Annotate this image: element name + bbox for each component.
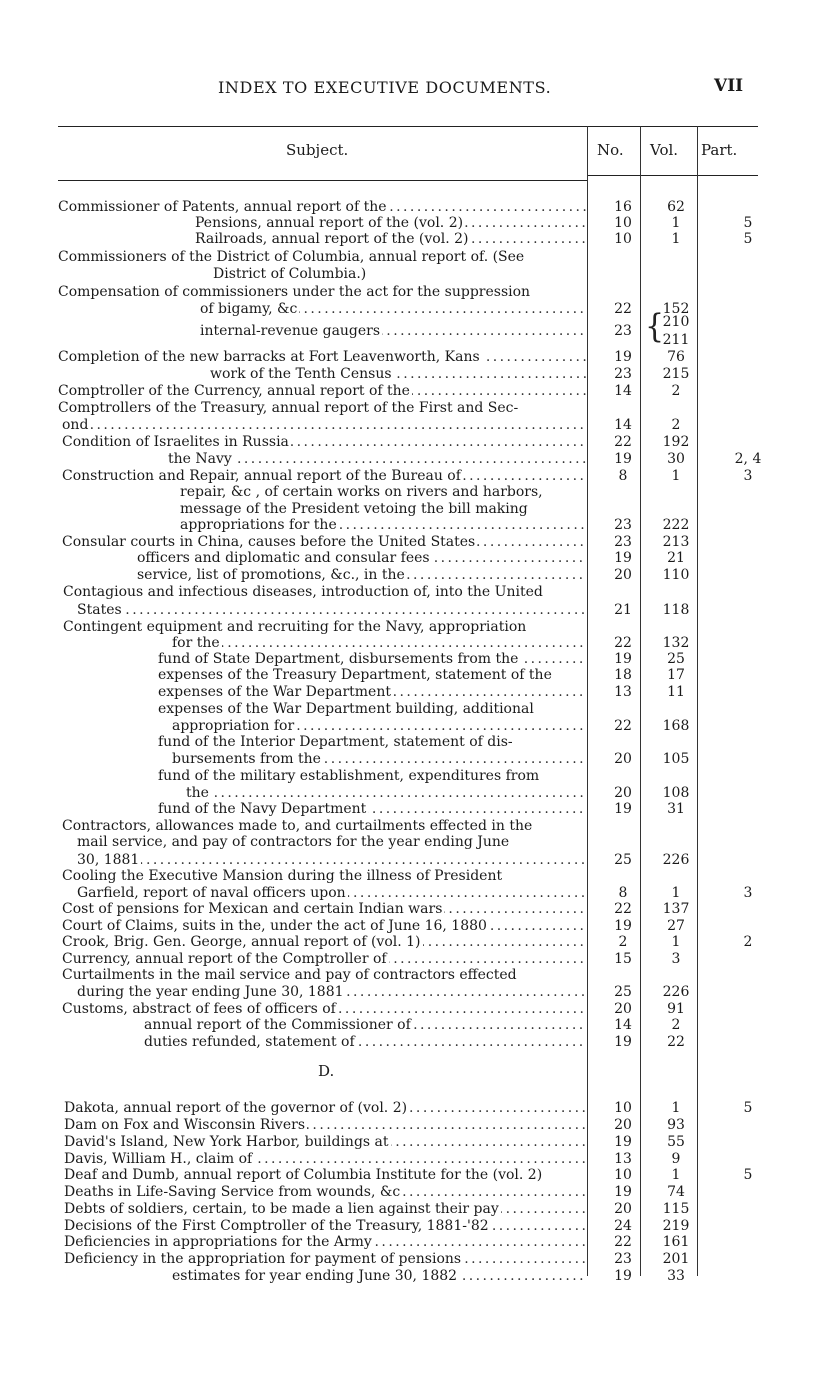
entry-subject: Deaths in Life-Saving Service from wounds, &c (64, 1184, 401, 1200)
entry-volume: 161 (662, 1234, 690, 1250)
entry-number: 23 (614, 534, 632, 550)
entry-subject: Curtailments in the mail service and pay of contractors effected (62, 967, 517, 983)
entry-number: 25 (614, 852, 632, 868)
entry-number: 14 (614, 1017, 632, 1033)
index-entry (0, 767, 832, 785)
entry-subject: Dam on Fox and Wisconsin Rivers (64, 1117, 306, 1133)
entry-number: 16 (614, 199, 632, 215)
entry-volume: 108 (662, 785, 690, 801)
entry-number: 14 (614, 383, 632, 399)
entry-number: 10 (614, 231, 632, 247)
entry-subject: Deficiency in the appropriation for payment of pensions (64, 1251, 462, 1267)
entry-volume: 226 (662, 852, 690, 868)
entry-part: 2 (743, 934, 753, 950)
entry-number: 23 (614, 517, 632, 533)
entry-subject: during the year ending June 30, 1881 (77, 984, 344, 1000)
entry-subject: Consular courts in China, causes before the United States (62, 534, 476, 550)
entry-volume: 25 (667, 651, 685, 667)
entry-subject: Railroads, annual report of the (vol. 2) (195, 231, 469, 247)
index-entry (0, 800, 832, 818)
entry-part: 5 (743, 1100, 753, 1116)
entry-volume: 9 (671, 1151, 681, 1167)
entry-subject: Crook, Brig. Gen. George, annual report of (vol. 1) (62, 934, 421, 950)
entry-number: 24 (614, 1218, 632, 1234)
entry-subject: Deaf and Dumb, annual report of Columbia Institute for the (vol. 2) (64, 1167, 543, 1183)
index-entry (0, 566, 832, 584)
entry-subject: expenses of the Treasury Department, statement of the (158, 667, 552, 683)
entry-part: 2, 4 (734, 451, 762, 467)
entry-volume: 2 (671, 417, 681, 433)
entry-volume: 115 (662, 1201, 690, 1217)
entry-volume: 1 (671, 1100, 681, 1116)
entry-subject: for the (172, 635, 220, 651)
entry-number: 13 (614, 684, 632, 700)
entry-volume: 219 (662, 1218, 690, 1234)
entry-number: 19 (614, 1034, 632, 1050)
entry-subject: States (77, 602, 122, 618)
entry-number: 22 (614, 635, 632, 651)
index-entry (0, 1033, 832, 1051)
entry-volume: 192 (662, 434, 690, 450)
index-entry (0, 450, 832, 468)
entry-volume: 201 (662, 1251, 690, 1267)
entry-number: 21 (614, 602, 632, 618)
index-entry (0, 933, 832, 951)
entry-number: 19 (614, 451, 632, 467)
entry-volume: 1 (671, 231, 681, 247)
brace-mark: { (645, 307, 665, 346)
entry-subject: message of the President vetoing the bill making (180, 501, 528, 517)
entry-volume: 21 (667, 550, 685, 566)
entry-part: 5 (743, 1167, 753, 1183)
index-entry (0, 416, 832, 434)
entry-subject: estimates for year ending June 30, 1882 (172, 1268, 458, 1284)
index-entry (0, 516, 832, 534)
entry-part: 3 (743, 468, 753, 484)
entry-volume: 213 (662, 534, 690, 550)
entry-subject: internal-revenue gaugers (200, 323, 381, 339)
entry-part: 5 (743, 231, 753, 247)
entry-volume: 215 (662, 366, 690, 382)
entry-subject: Contagious and infectious diseases, introduction of, into the United (63, 584, 543, 600)
entry-subject: Garfield, report of naval officers upon (77, 885, 346, 901)
entry-subject: service, list of promotions, &c., in the (137, 567, 405, 583)
entry-subject: Commissioners of the District of Columbia, annual report of. (See (58, 249, 525, 265)
entry-volume: 1 (671, 934, 681, 950)
header-bottom-rule-cols (588, 175, 758, 176)
entry-subject: District of Columbia.) (213, 266, 367, 282)
entry-volume: 22 (667, 1034, 685, 1050)
entry-part: 5 (743, 215, 753, 231)
entry-volume: 27 (667, 918, 685, 934)
entry-number: 19 (614, 1184, 632, 1200)
entry-number: 23 (614, 1251, 632, 1267)
entry-subject: of bigamy, &c (200, 301, 298, 317)
entry-subject: repair, &c , of certain works on rivers and harbors, (180, 484, 543, 500)
entry-subject: Comptroller of the Currency, annual report of the (58, 383, 410, 399)
index-entry (0, 1133, 832, 1151)
entry-number: 19 (614, 349, 632, 365)
entry-number: 14 (614, 417, 632, 433)
entry-subject: Dakota, annual report of the governor of (vol. 2) (64, 1100, 408, 1116)
index-entry (0, 433, 832, 451)
entry-number: 20 (614, 1001, 632, 1017)
entry-subject: Court of Claims, suits in the, under the act of June 16, 1880 (62, 918, 487, 934)
entry-subject: mail service, and pay of contractors for the year ending June (77, 834, 510, 850)
entry-volume: 91 (667, 1001, 685, 1017)
entry-number: 23 (614, 323, 632, 339)
entry-volume: 74 (667, 1184, 685, 1200)
entry-volume: 105 (662, 751, 690, 767)
entry-number: 22 (614, 1234, 632, 1250)
entry-number: 19 (614, 550, 632, 566)
entry-volume: 211 (662, 332, 690, 348)
entry-number: 22 (614, 301, 632, 317)
entry-volume: 62 (667, 199, 685, 215)
entry-subject: expenses of the War Department (158, 684, 391, 700)
entry-subject: Debts of soldiers, certain, to be made a lien against their pay (64, 1201, 499, 1217)
entry-volume: 31 (667, 801, 685, 817)
index-entry (0, 1183, 832, 1201)
index-entry (0, 700, 832, 718)
entry-subject: Commissioner of Patents, annual report of the (58, 199, 387, 215)
entry-subject: bursements from the (172, 751, 321, 767)
entry-number: 22 (614, 434, 632, 450)
entry-volume: 2 (671, 383, 681, 399)
entry-volume: 222 (662, 517, 690, 533)
entry-volume: 30 (667, 451, 685, 467)
index-entry (0, 1200, 832, 1218)
entry-subject: fund of State Department, disbursements from the (158, 651, 519, 667)
entry-number: 25 (614, 984, 632, 1000)
index-entry (0, 230, 832, 248)
entry-number: 15 (614, 951, 632, 967)
entry-subject: fund of the Interior Department, statement of dis- (158, 734, 513, 750)
entry-subject: annual report of the Commissioner of (144, 1017, 411, 1033)
entry-number: 23 (614, 366, 632, 382)
entry-number: 8 (618, 885, 628, 901)
entry-subject: Cost of pensions for Mexican and certain Indian wars (62, 901, 443, 917)
entry-volume: 33 (667, 1268, 685, 1284)
entry-volume: 76 (667, 349, 685, 365)
column-header-subject: Subject. (286, 141, 349, 159)
index-entry (0, 750, 832, 768)
column-header-part: Part. (701, 141, 738, 159)
entry-subject: officers and diplomatic and consular fees (137, 550, 430, 566)
index-entry (0, 1016, 832, 1034)
entry-number: 19 (614, 918, 632, 934)
entry-number: 22 (614, 901, 632, 917)
entry-subject: appropriations for the (180, 517, 337, 533)
index-entry (0, 666, 832, 684)
entry-volume: 137 (662, 901, 690, 917)
index-entry (0, 733, 832, 751)
index-entry (0, 265, 832, 283)
index-entry (0, 248, 832, 266)
section-letter-d: D. (318, 1062, 335, 1080)
entry-subject: work of the Tenth Census (210, 366, 392, 382)
entry-volume: 93 (667, 1117, 685, 1133)
index-entry (0, 1250, 832, 1268)
index-entry (0, 483, 832, 501)
entry-volume: 132 (662, 635, 690, 651)
index-entry (0, 549, 832, 567)
entry-number: 10 (614, 215, 632, 231)
index-entry (0, 283, 832, 301)
entry-subject: Condition of Israelites in Russia (62, 434, 289, 450)
entry-subject: Compensation of commissioners under the act for the suppression (58, 284, 531, 300)
entry-subject: Decisions of the First Comptroller of the Treasury, 1881-'82 (64, 1218, 489, 1234)
index-entry (0, 601, 832, 619)
entry-subject: the (186, 785, 209, 801)
index-entry (0, 833, 832, 851)
entry-volume: 11 (667, 684, 685, 700)
entry-volume: 152 (662, 301, 690, 317)
entry-subject: 30, 1881 (77, 852, 140, 868)
entry-volume: 1 (671, 215, 681, 231)
index-entry (0, 1267, 832, 1285)
entry-subject: Contractors, allowances made to, and curtailments effected in the (62, 818, 533, 834)
entry-volume: 110 (662, 567, 690, 583)
entry-volume: 168 (662, 718, 690, 734)
entry-subject: duties refunded, statement of (144, 1034, 355, 1050)
entry-subject: Comptrollers of the Treasury, annual report of the First and Sec- (58, 400, 519, 416)
entry-subject: Cooling the Executive Mansion during the illness of President (62, 868, 503, 884)
running-title: INDEX TO EXECUTIVE DOCUMENTS. (218, 78, 552, 97)
index-entry (0, 1166, 832, 1184)
entry-volume: 1 (671, 885, 681, 901)
entry-number: 19 (614, 651, 632, 667)
entry-number: 20 (614, 567, 632, 583)
entry-volume: 226 (662, 984, 690, 1000)
entry-number: 20 (614, 1117, 632, 1133)
entry-subject: Construction and Repair, annual report of the Bureau of (62, 468, 461, 484)
column-header-vol: Vol. (650, 141, 679, 159)
entry-number: 13 (614, 1151, 632, 1167)
entry-subject: expenses of the War Department building, additional (158, 701, 534, 717)
entry-number: 20 (614, 751, 632, 767)
index-entry (0, 983, 832, 1001)
entry-number: 8 (618, 468, 628, 484)
header-bottom-rule (58, 180, 588, 181)
index-entry (0, 683, 832, 701)
index-entry (0, 365, 832, 383)
entry-volume: 2 (671, 1017, 681, 1033)
entry-subject: appropriation for (172, 718, 295, 734)
index-entry (0, 900, 832, 918)
index-entry (0, 399, 832, 417)
entry-number: 22 (614, 718, 632, 734)
entry-subject: Currency, annual report of the Comptroller of (62, 951, 387, 967)
entry-number: 2 (618, 934, 628, 950)
entry-part: 3 (743, 885, 753, 901)
entry-number: 19 (614, 1268, 632, 1284)
entry-volume: 1 (671, 1167, 681, 1183)
entry-number: 19 (614, 801, 632, 817)
entry-subject: fund of the Navy Department (158, 801, 367, 817)
entry-volume: 3 (671, 951, 681, 967)
index-entry (0, 348, 832, 366)
entry-number: 10 (614, 1167, 632, 1183)
entry-volume: 55 (667, 1134, 685, 1150)
entry-subject: the Navy (168, 451, 232, 467)
entry-subject: Deficiencies in appropriations for the Army (64, 1234, 372, 1250)
entry-subject: David's Island, New York Harbor, buildings at (64, 1134, 389, 1150)
entry-subject: Pensions, annual report of the (vol. 2) (195, 215, 464, 231)
entry-number: 19 (614, 1134, 632, 1150)
top-rule (58, 126, 758, 127)
entry-volume: 1 (671, 468, 681, 484)
index-entry (0, 966, 832, 984)
entry-number: 20 (614, 1201, 632, 1217)
entry-volume: 210 (662, 314, 690, 330)
entry-subject: Contingent equipment and recruiting for the Navy, appropriation (63, 619, 527, 635)
index-entry (0, 1233, 832, 1251)
entry-number: 10 (614, 1100, 632, 1116)
entry-subject: ond (62, 417, 89, 433)
index-entry (0, 867, 832, 885)
entry-volume: 118 (662, 602, 690, 618)
index-entry (0, 1099, 832, 1117)
entry-number: 18 (614, 667, 632, 683)
entry-number: 20 (614, 785, 632, 801)
entry-volume: 17 (667, 667, 685, 683)
column-header-no: No. (597, 141, 624, 159)
entry-subject: Customs, abstract of fees of officers of (62, 1001, 336, 1017)
index-entry (0, 1116, 832, 1134)
index-entry (0, 331, 832, 349)
index-entry (0, 583, 832, 601)
entry-subject: fund of the military establishment, expenditures from (158, 768, 540, 784)
entry-subject: Completion of the new barracks at Fort Leavenworth, Kans (58, 349, 480, 365)
entry-subject: Davis, William H., claim of (64, 1151, 253, 1167)
page-number: VII (714, 76, 744, 96)
index-entry (0, 382, 832, 400)
